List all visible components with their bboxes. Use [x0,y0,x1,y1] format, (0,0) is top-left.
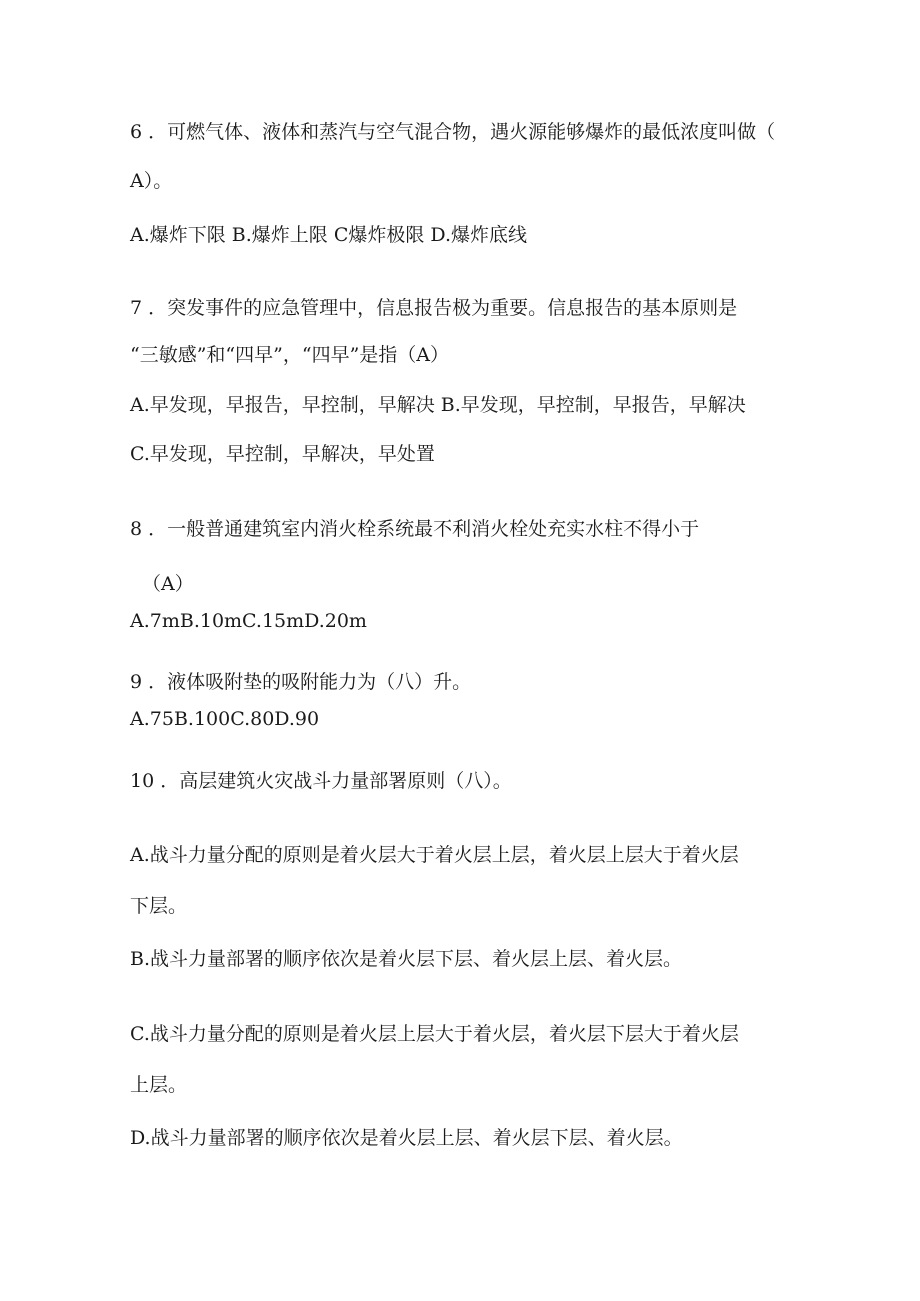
q10-option-b: B.战斗力量部署的顺序依次是着火层下层、着火层上层、着火层。 [130,948,683,970]
q7-stem-line2: “三敏感”和“四早”，“四早”是指（A） [130,344,450,366]
q7-options-line1: A.早发现，早报告，早控制，早解决 B.早发现，早控制，早报告，早解决 [130,394,746,416]
q8-options: A.7mB.10mC.15mD.20m [130,610,367,632]
q8-stem-line1: 8 ．一般普通建筑室内消火栓系统最不利消火栓处充实水柱不得小于 [130,518,700,540]
q10-option-a-line1: A.战斗力量分配的原则是着火层大于着火层上层，着火层上层大于着火层 [130,844,739,866]
q6-stem-line1: 6 ．可燃气体、液体和蒸汽与空气混合物，遇火源能够爆炸的最低浓度叫做（ [130,121,776,143]
q10-option-d: D.战斗力量部署的顺序依次是着火层上层、着火层下层、着火层。 [130,1127,683,1149]
q8-stem-line2: （A） [142,573,194,595]
q9-stem: 9 ．液体吸附垫的吸附能力为（八）升。 [130,671,472,693]
q10-option-c-line1: C.战斗力量分配的原则是着火层上层大于着火层，着火层下层大于着火层 [130,1023,739,1045]
q10-stem: 10 ．高层建筑火灾战斗力量部署原则（八）。 [130,770,512,792]
q7-options-line2: C.早发现，早控制，早解决，早处置 [130,443,435,465]
q7-stem-line1: 7 ．突发事件的应急管理中，信息报告极为重要。信息报告的基本原则是 [130,297,738,319]
q6-stem-line2: A）。 [130,170,173,192]
q6-options: A.爆炸下限 B.爆炸上限 C爆炸极限 D.爆炸底线 [130,224,528,246]
q10-option-c-line2: 上层。 [130,1074,188,1096]
q10-option-a-line2: 下层。 [130,895,188,917]
q9-options: A.75B.100C.80D.90 [130,708,320,730]
